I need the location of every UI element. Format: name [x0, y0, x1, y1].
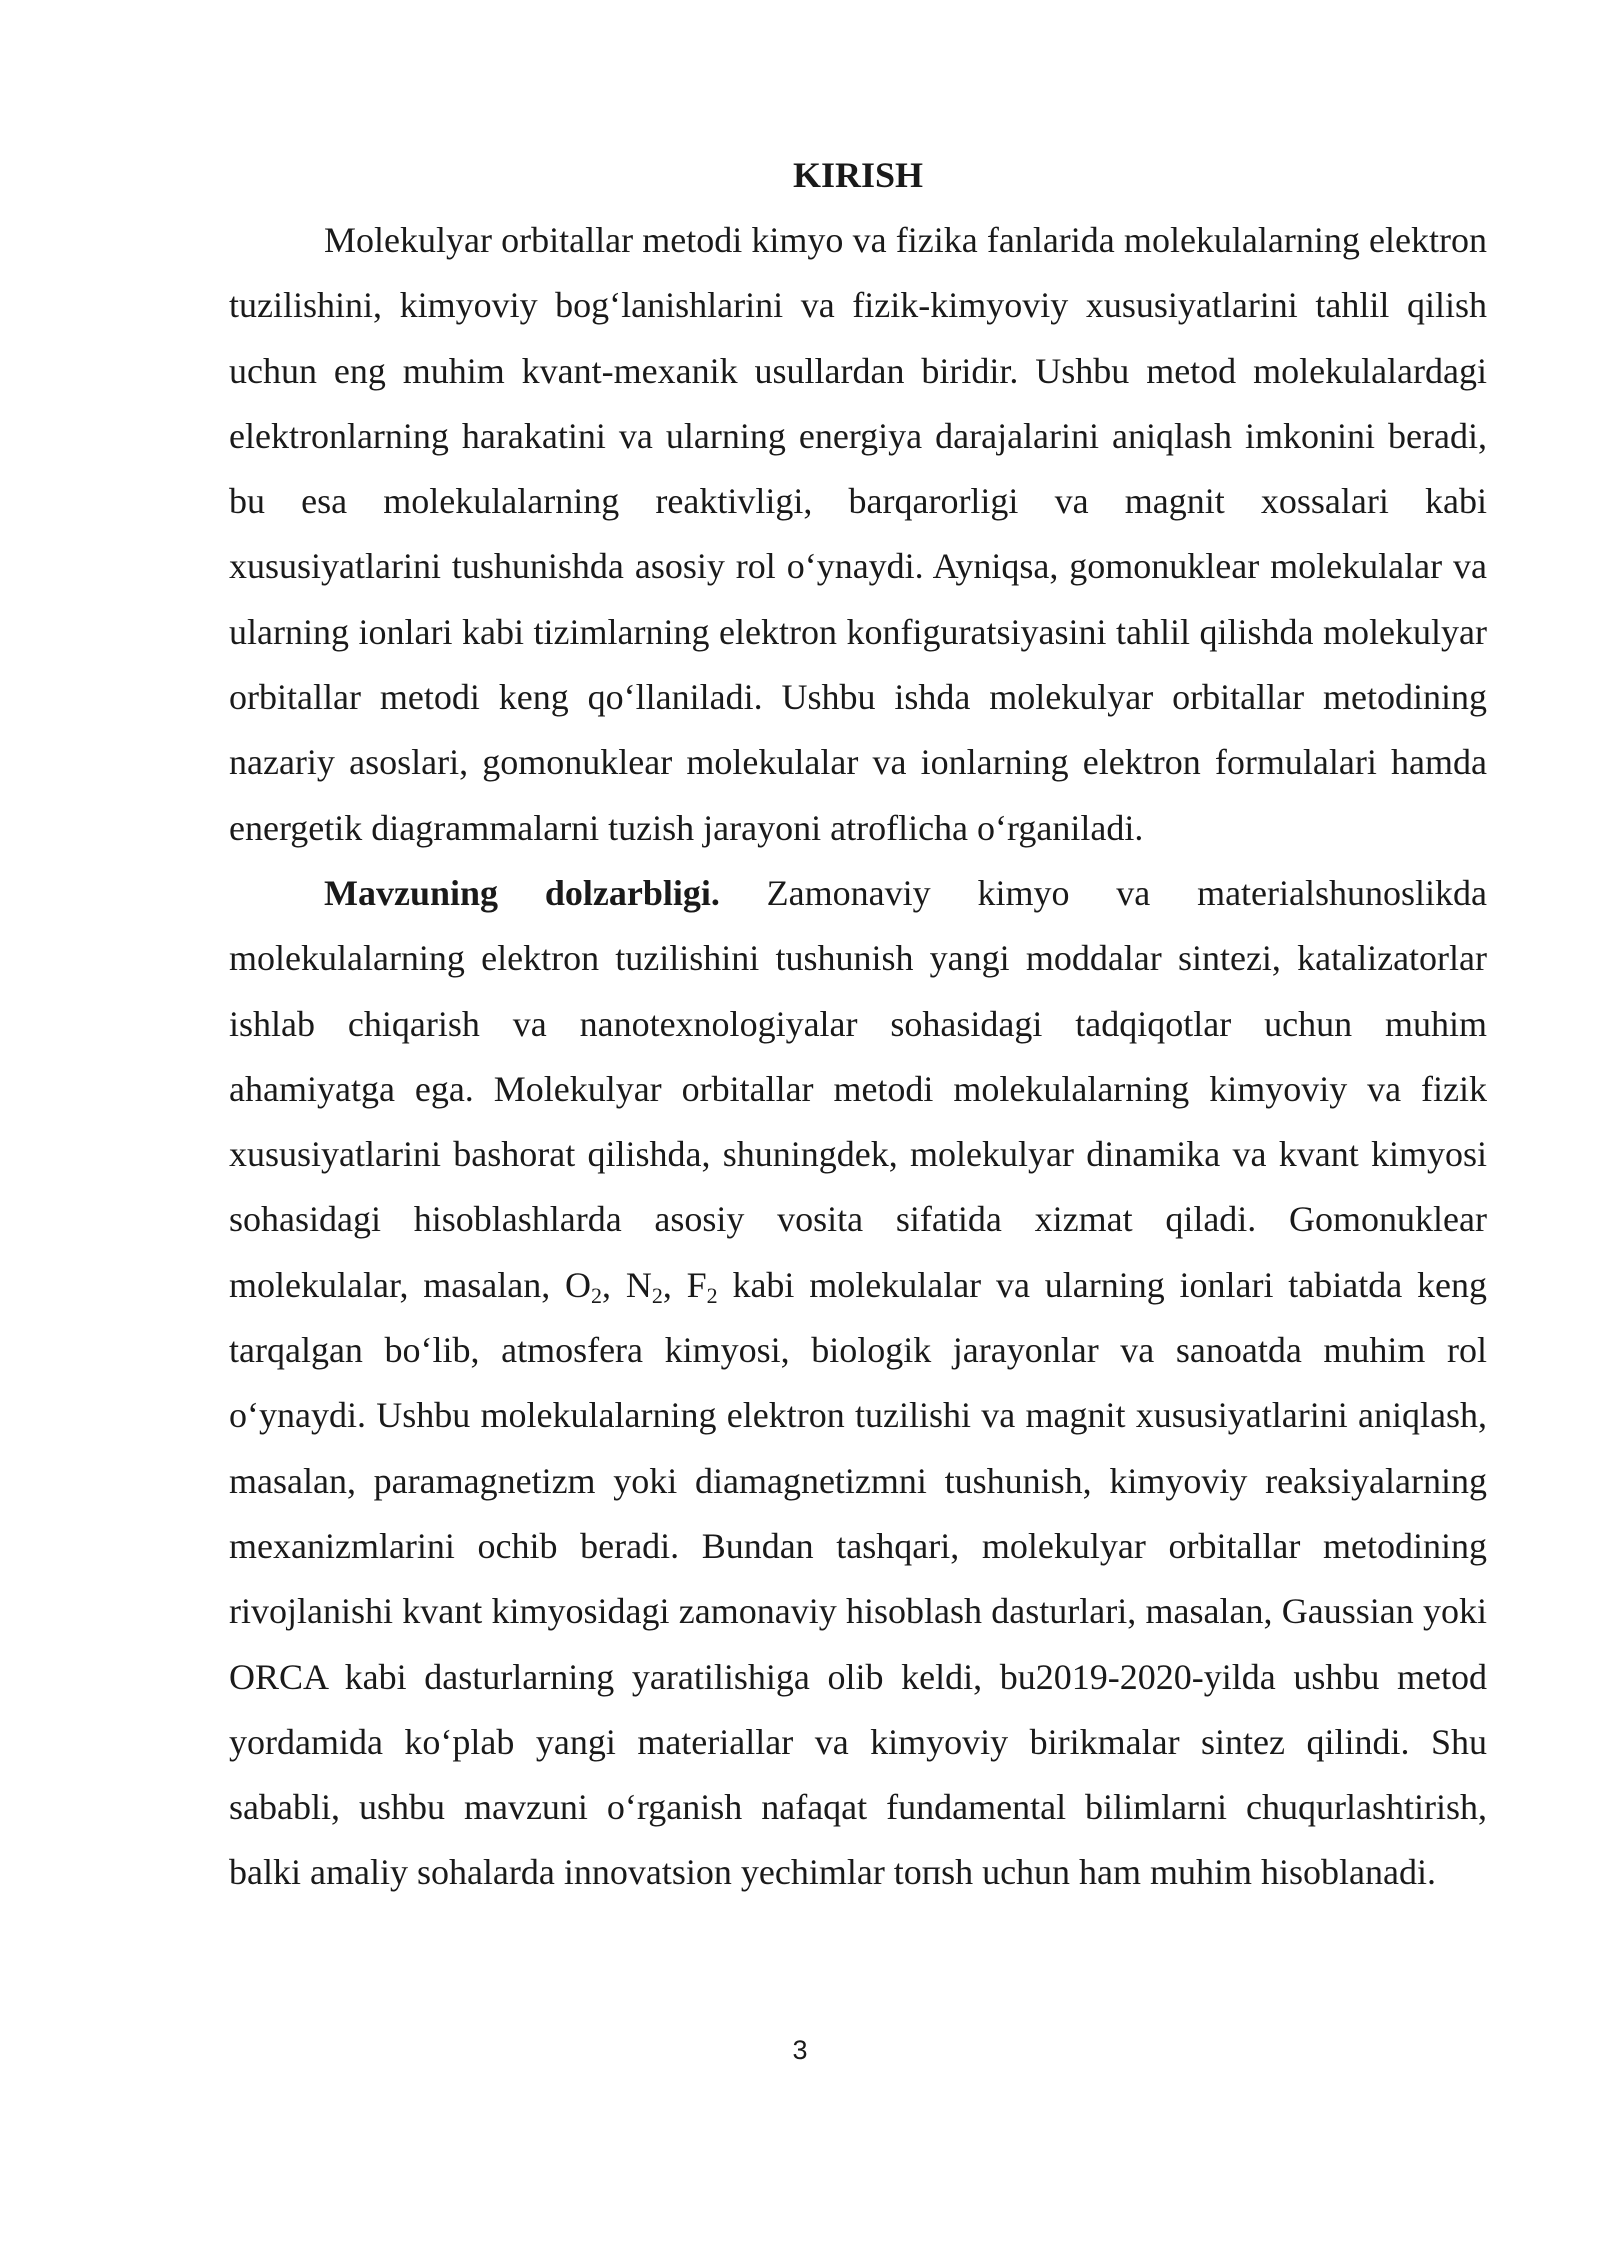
- page-content: [229, 143, 1487, 1906]
- section-title: KIRISH: [792, 155, 924, 195]
- relevance-heading: Mavzuning dolzarbligi.: [324, 872, 720, 913]
- formula-f2: $F_2$: [686, 1264, 718, 1308]
- relevance-paragraph: Mavzuning dolzarbligi. Zamonaviy kimyo va materialshunoslikda molekulalarning elektron tuzilishini tushunish yangi moddalar sintezi, katalizatorlar ishlab chiqarish va nanotexnologiyalar sohasidagi tadqiqotlar uchun muhim ahamiyatga ega. Molekulyar orbitallar metodi molekulalarning kimyoviy va fizik xususiyatlarini bashorat qilishda, shuningdek, molekulyar dinamika va kvant kimyosi sohasidagi hisoblashlarda asosiy vosita sifatida xizmat qiladi. Gomonuklear molekulalar, masalan, $O_2$, $N_2$, $F_2$ kabi molekulalar va ularning ionlari tabiatda keng tarqalgan bo‘lib, atmosfera kimyosi, biologik jarayonlar va sanoatda muhim rol o‘ynaydi. Ushbu molekulalarning elektron tuzilishi va magnit xususiyatlarini aniqlash, masalan, paramagnetizm yoki diamagnetizmni tushunish, kimyoviy reaksiyalarning mexanizmlarini ochib beradi. Bundan tashqari, molekulyar orbitallar metodining rivojlanishi kvant kimyosidagi zamonaviy hisoblash dasturlari, masalan, Gaussian yoki ORCA kabi dasturlarning yaratilishiga olib keldi, bu2019-2020-yilda ushbu metod yordamida ko‘plab yangi materiallar va kimyoviy birikmalar sintez qilindi. Shu sababli, ushbu mavzuni o‘rganish nafaqat fundamental bilimlarni chuqurlashtirish, balki amaliy sohalarda innovatsion yechimlar toпsh uchun ham muhim hisoblanadi.: [229, 872, 1488, 1893]
- formula-o2: $O_2$: [565, 1264, 603, 1308]
- relevance-text-end: kabi molekulalar va ularning ionlari tabiatda keng tarqalgan bo‘lib, atmosfera kimyosi, biologik jarayonlar va sanoatda muhim rol o‘ynaydi. Ushbu molekulalarning elektron tuzilishi va magnit xususiyatlarini aniqlash, masalan, paramagnetizm yoki diamagnetizmni tushunish, kimyoviy reaksiyalarning mexanizmlarini ochib beradi. Bundan tashqari, molekulyar orbitallar metodining rivojlanishi kvant kimyosidagi zamonaviy hisoblash dasturlari, masalan, Gaussian yoki ORCA kabi dasturlarning yaratilishiga olib keldi, bu2019-2020-yilda ushbu metod yordamida ko‘plab yangi materiallar va kimyoviy birikmalar sintez qilindi. Shu sababli, ushbu mavzuni o‘rganish nafaqat fundamental bilimlarni chuqurlashtirish, balki amaliy sohalarda innovatsion yechimlar toпsh uchun ham muhim hisoblanadi.: [229, 1264, 1487, 1893]
- intro-paragraph: Molekulyar orbitallar metodi kimyo va fizika fanlarida molekulalarning elektron tuzilishini, kimyoviy bog‘lanishlarini va fizik-kimyoviy xususiyatlarini tahlil qilish uchun eng muhim kvant-mexanik usullardan biridir. Ushbu metod molekulalardagi elektronlarning harakatini va ularning energiya darajalarini aniqlash imkonini beradi, bu esa molekulalarning reaktivligi, barqarorligi va magnit xossalari kabi xususiyatlarini tushunishda asosiy rol o‘ynaydi. Ayniqsa, gomonuklear molekulalar va ularning ionlari kabi tizimlarning elektron konfiguratsiyasini tahlil qilishda molekulyar orbitallar metodi keng qo‘llaniladi. Ushbu ishda molekulyar orbitallar metodining nazariy asoslari, gomonuklear molekulalar va ionlarning elektron formulalari hamda energetik diagrammalarni tuzish jarayoni atroflicha o‘rganiladi.: [229, 220, 1487, 848]
- relevance-text-start: Zamonaviy kimyo va materialshunoslikda molekulalarning elektron tuzilishini tushunish yangi moddalar sintezi, katalizatorlar ishlab chiqarish va nanotexnologiyalar sohasidagi tadqiqotlar uchun muhim ahamiyatga ega. Molekulyar orbitallar metodi molekulalarning kimyoviy va fizik xususiyatlarini bashorat qilishda, shuningdek, molekulyar dinamika va kvant kimyosi sohasidagi hisoblashlarda asosiy vosita sifatida xizmat qiladi. Gomonuklear molekulalar, masalan,: [229, 872, 1488, 1305]
- formula-n2: $N_2$: [625, 1264, 663, 1308]
- page-number: 3: [792, 2035, 808, 2065]
